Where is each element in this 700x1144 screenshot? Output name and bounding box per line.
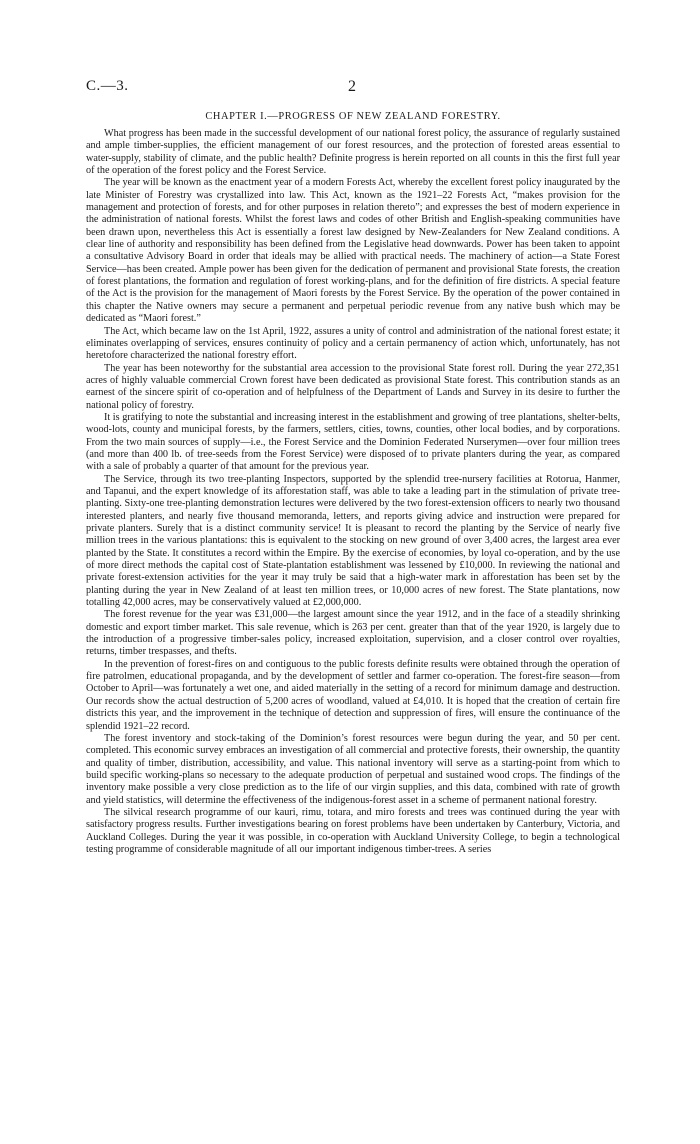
document-reference: C.—3. <box>86 78 129 94</box>
page-number: 2 <box>348 78 356 95</box>
paragraph: The forest revenue for the year was £31,000—the largest amount since the year 1912, and in the face of a steadily shrinking domestic and export timber market. This sale revenue, which is 263 per cent. greater than that of the year 1920, is largely due to the introduction of a progressive timber-sales policy, increased exploitation, supervision, and a closer control over royalties, returns, timber trespasses, and thefts. <box>86 609 620 658</box>
paragraph: The Act, which became law on the 1st April, 1922, assures a unity of control and administration of the national forest estate; it eliminates overlapping of services, ensures continuity of policy and a certain permanency of action which, unfortunately, has not heretofore characterized the national forestry effort. <box>86 325 620 362</box>
paragraph: The year will be known as the enactment year of a modern Forests Act, whereby the excellent forest policy inaugurated by the late Minister of Forestry was crystallized into law. This Act, known as the 1921–22 Forests Act, “makes provision for the management and protection of forests, and for other purposes in relation thereto”; and expresses the best of modern experience in the administration of national forests. Whilst the forest laws and codes of other British and English-speaking communities have been drawn upon, nevertheless this Act is essentially a forest law designed by New-Zealanders for New Zealand conditions. A clear line of authority and responsibility has been defined from the Legislative head downwards. Power has been taken to appoint a consultative Advisory Board in order that ideals may be allied with practical needs. The machinery of action—a State Forest Service—has been created. Ample power has been given for the dedication of permanent and provisional State forests, the creation of forest plantations, the formation and regulation of forest working-plans, and for the definition of fire districts. A special feature of the Act is the provision for the management of Maori forests by the Forest Service. By the operation of the power contained in this chapter the Native owners may secure a permanent and perpetual periodic revenue from any native bush which may be dedicated as “Maori forest.” <box>86 177 620 325</box>
chapter-title: CHAPTER I.—PROGRESS OF NEW ZEALAND FORESTRY. <box>205 111 501 122</box>
page-header <box>86 78 620 104</box>
body-text <box>86 128 620 856</box>
paragraph: What progress has been made in the successful development of our national forest policy, the assurance of regularly sustained and ample timber-supplies, the efficient management of our forest resources, and the protection of forested areas essential to water-supply, stability of climate, and the public health? Definite progress is herein reported on all counts in this the first full year of the operation of the forest policy and the Forest Service. <box>86 128 620 177</box>
paragraph: The Service, through its two tree-planting Inspectors, supported by the splendid tree-nursery facilities at Rotorua, Hanmer, and Tapanui, and the expert knowledge of its afforestation staff, was able to take a leading part in the stimulation of private tree-planting. Sixty-one tree-planting demonstration lectures were delivered by the two forest-extension officers to nearly two thousand interested planters, and nearly five thousand memoranda, letters, and reports giving advice and instruction were prepared for private planters. Surely that is a distinct community service! It is pleasant to record the planting by the Service of nearly five million trees in the various plantations: this is equivalent to the stocking on new ground of over 3,400 acres, the largest area ever planted by the State. It constitutes a record within the Empire. By the exercise of economies, by loyal co-operation, and by the use of more direct methods the capital cost of State-plantation establishment was lessened by £10,000. In reviewing the national and private forest-extension activities for the year it may truly be said that a high-water mark in afforestation has been set by the planting during the year in New Zealand of at least ten million trees, or 10,000 acres of new forest. The State plantations, now totalling 42,000 acres, may be conservatively valued at £2,000,000. <box>86 473 620 609</box>
document-page <box>86 78 620 856</box>
paragraph: In the prevention of forest-fires on and contiguous to the public forests definite results were obtained through the operation of fire patrolmen, educational propaganda, and by the development of settler and farmer co-operation. The forest-fire season—from October to April—was fortunately a wet one, and aided materially in the setting of a record for minimum damage and destruction. Our records show the actual destruction of 5,200 acres of woodland, valued at £4,010. It is hoped that the creation of certain fire districts this year, and the improvement in the technique of detection and suppression of fires, will ensure the continuance of the splendid 1921–22 record. <box>86 658 620 732</box>
paragraph: The silvical research programme of our kauri, rimu, totara, and miro forests and trees was continued during the year with satisfactory progress results. Further investigations bearing on forest problems have been undertaken by Canterbury, Victoria, and Auckland Colleges. During the year it was possible, in co-operation with Auckland University College, to begin a technological testing programme of considerable magnitude of all our important indigenous timber-trees. A series <box>86 806 620 855</box>
paragraph: It is gratifying to note the substantial and increasing interest in the establishment and growing of tree plantations, shelter-belts, wood-lots, county and municipal forests, by the farmers, settlers, cities, towns, counties, other local bodies, and by corporations. From the two main sources of supply—i.e., the Forest Service and the Dominion Federated Nurserymen—over four million trees (and more than 400 lb. of tree-seeds from the Forest Service) were disposed of to private planters during the year, as compared with a sale of probably a quarter of that amount for the previous year. <box>86 411 620 473</box>
paragraph: The year has been noteworthy for the substantial area accession to the provisional State forest roll. During the year 272,351 acres of highly valuable commercial Crown forest have been dedicated as provisional State forest. This contribution stands as an earnest of the sincere spirit of co-operation and of helpfulness of the Department of Lands and Survey in its desire to further the national policy of forestry. <box>86 362 620 411</box>
paragraph: The forest inventory and stock-taking of the Dominion’s forest resources were begun during the year, and 50 per cent. completed. This economic survey embraces an investigation of all commercial and protective forests, their ownership, the quantity and quality of timber, distribution, accessibility, and value. This national inventory will serve as a starting-point from which to build specific working-plans so necessary to the adequate production of perpetual and sustained wood crops. The findings of the inventory make possible a very close prediction as to the life of our virgin supplies, and this data, combined with rate of growth and yield statistics, will determine the effectiveness of the indigenous-forest asset in a scheme of permanent national forestry. <box>86 732 620 806</box>
